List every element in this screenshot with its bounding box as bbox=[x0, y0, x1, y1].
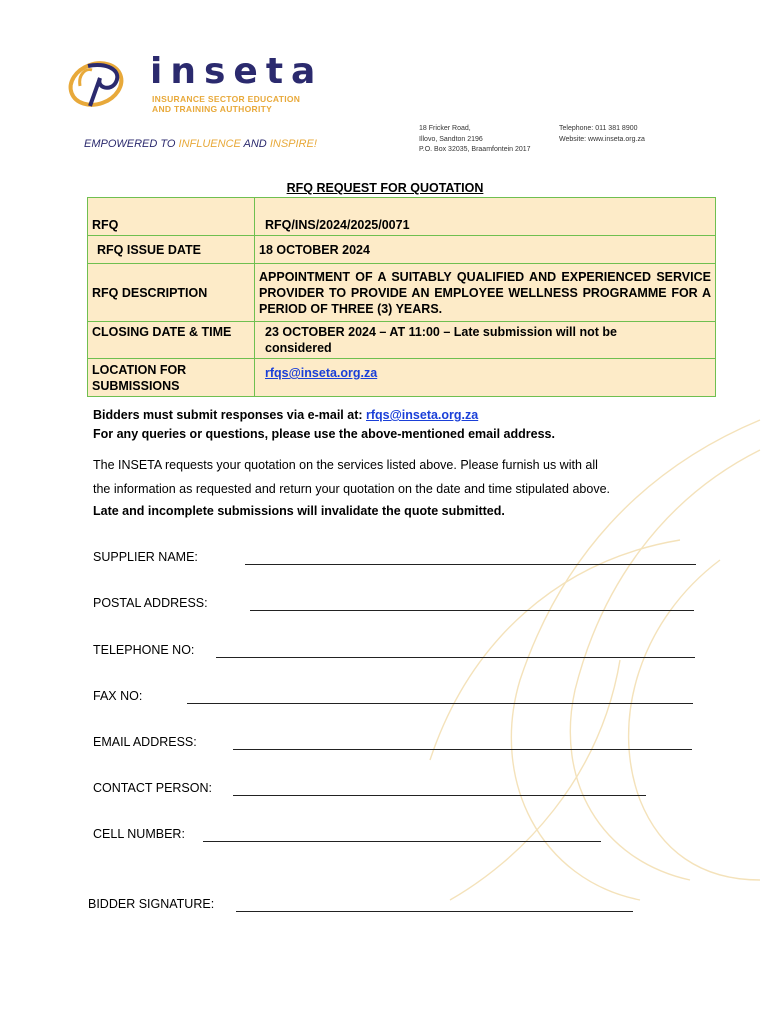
rfq-label: RFQ bbox=[88, 198, 255, 236]
rfq-number: RFQ/INS/2024/2025/0071 bbox=[255, 198, 716, 236]
address-line-3: P.O. Box 32035, Braamfontein 2017 bbox=[419, 146, 531, 153]
fax-label: FAX NO: bbox=[93, 689, 143, 703]
fax-field[interactable] bbox=[187, 703, 693, 704]
bidder-signature-label: BIDDER SIGNATURE: bbox=[88, 897, 215, 911]
brand-name: inseta bbox=[150, 51, 324, 92]
contact-person-label: CONTACT PERSON: bbox=[93, 781, 212, 795]
submission-email-link[interactable]: rfqs@inseta.org.za bbox=[265, 366, 378, 380]
submit-instruction-text: Bidders must submit responses via e-mail at: bbox=[93, 408, 366, 422]
postal-address-field[interactable] bbox=[250, 610, 694, 611]
rfq-details-table bbox=[87, 197, 716, 397]
closing-date-line-1: 23 OCTOBER 2024 – AT 11:00 – Late submission will not be bbox=[265, 325, 617, 339]
address-line-2: Illovo, Sandton 2196 bbox=[419, 135, 483, 143]
postal-address-label: POSTAL ADDRESS: bbox=[93, 596, 208, 610]
tagline-part-4: INSPIRE! bbox=[269, 138, 317, 150]
tagline-part-2: INFLUENCE bbox=[178, 138, 241, 150]
document-title: RFQ REQUEST FOR QUOTATION bbox=[286, 181, 484, 195]
cell-number-label: CELL NUMBER: bbox=[93, 827, 185, 841]
contact-person-field[interactable] bbox=[233, 795, 646, 796]
closing-date-label: CLOSING DATE & TIME bbox=[88, 322, 255, 359]
supplier-name-field[interactable] bbox=[245, 564, 696, 565]
brand-subtitle-line-1: INSURANCE SECTOR EDUCATION bbox=[152, 94, 301, 104]
queries-instruction: For any queries or questions, please use the above-mentioned email address. bbox=[93, 427, 555, 441]
cell-number-field[interactable] bbox=[203, 841, 601, 842]
closing-date-value bbox=[255, 322, 716, 359]
tagline-part-1: EMPOWERED TO bbox=[84, 138, 179, 150]
issue-date-value: 18 OCTOBER 2024 bbox=[255, 236, 716, 264]
closing-date-line-2: considered bbox=[265, 341, 332, 355]
late-submission-warning: Late and incomplete submissions will invalidate the quote submitted. bbox=[93, 504, 505, 518]
inseta-logo-icon bbox=[66, 56, 132, 112]
telephone-label: TELEPHONE NO: bbox=[93, 643, 195, 657]
table-row bbox=[88, 359, 716, 397]
contact-block bbox=[559, 124, 645, 145]
table-row bbox=[88, 236, 716, 264]
issue-date-label: RFQ ISSUE DATE bbox=[88, 236, 255, 264]
location-label-line-1: LOCATION FOR bbox=[92, 362, 187, 377]
table-row bbox=[88, 198, 716, 236]
instruction-email-link[interactable]: rfqs@inseta.org.za bbox=[366, 408, 479, 422]
location-label bbox=[88, 359, 255, 397]
body-paragraph-line-2: the information as requested and return your quotation on the date and time stipulated above. bbox=[93, 482, 611, 496]
address-line-1: 18 Fricker Road, bbox=[419, 125, 471, 132]
description-value: APPOINTMENT OF A SUITABLY QUALIFIED AND EXPERIENCED SERVICE PROVIDER TO PROVIDE AN EMPLOYEE WELLNESS PROGRAMME FOR A PERIOD OF THREE (3) YEARS. bbox=[255, 264, 716, 322]
table-row bbox=[88, 322, 716, 359]
tagline bbox=[84, 138, 317, 150]
location-value-cell bbox=[255, 359, 716, 397]
telephone-field[interactable] bbox=[216, 657, 695, 658]
brand-subtitle bbox=[152, 94, 300, 114]
tagline-part-3: AND bbox=[240, 138, 270, 150]
table-row bbox=[88, 264, 716, 322]
email-address-field[interactable] bbox=[233, 749, 692, 750]
description-label: RFQ DESCRIPTION bbox=[88, 264, 255, 322]
email-address-label: EMAIL ADDRESS: bbox=[93, 735, 197, 749]
submit-instruction bbox=[93, 408, 478, 422]
body-paragraph-line-1: The INSETA requests your quotation on the services listed above. Please furnish us with all bbox=[93, 458, 598, 472]
brand-subtitle-line-2: AND TRAINING AUTHORITY bbox=[152, 104, 273, 114]
bidder-signature-field[interactable] bbox=[236, 911, 633, 912]
supplier-name-label: SUPPLIER NAME: bbox=[93, 550, 198, 564]
website-text: Website: www.inseta.org.za bbox=[559, 135, 645, 143]
location-label-line-2: SUBMISSIONS bbox=[92, 378, 180, 393]
telephone-text: Telephone: 011 381 8900 bbox=[559, 125, 638, 132]
postal-address-block bbox=[419, 124, 531, 156]
